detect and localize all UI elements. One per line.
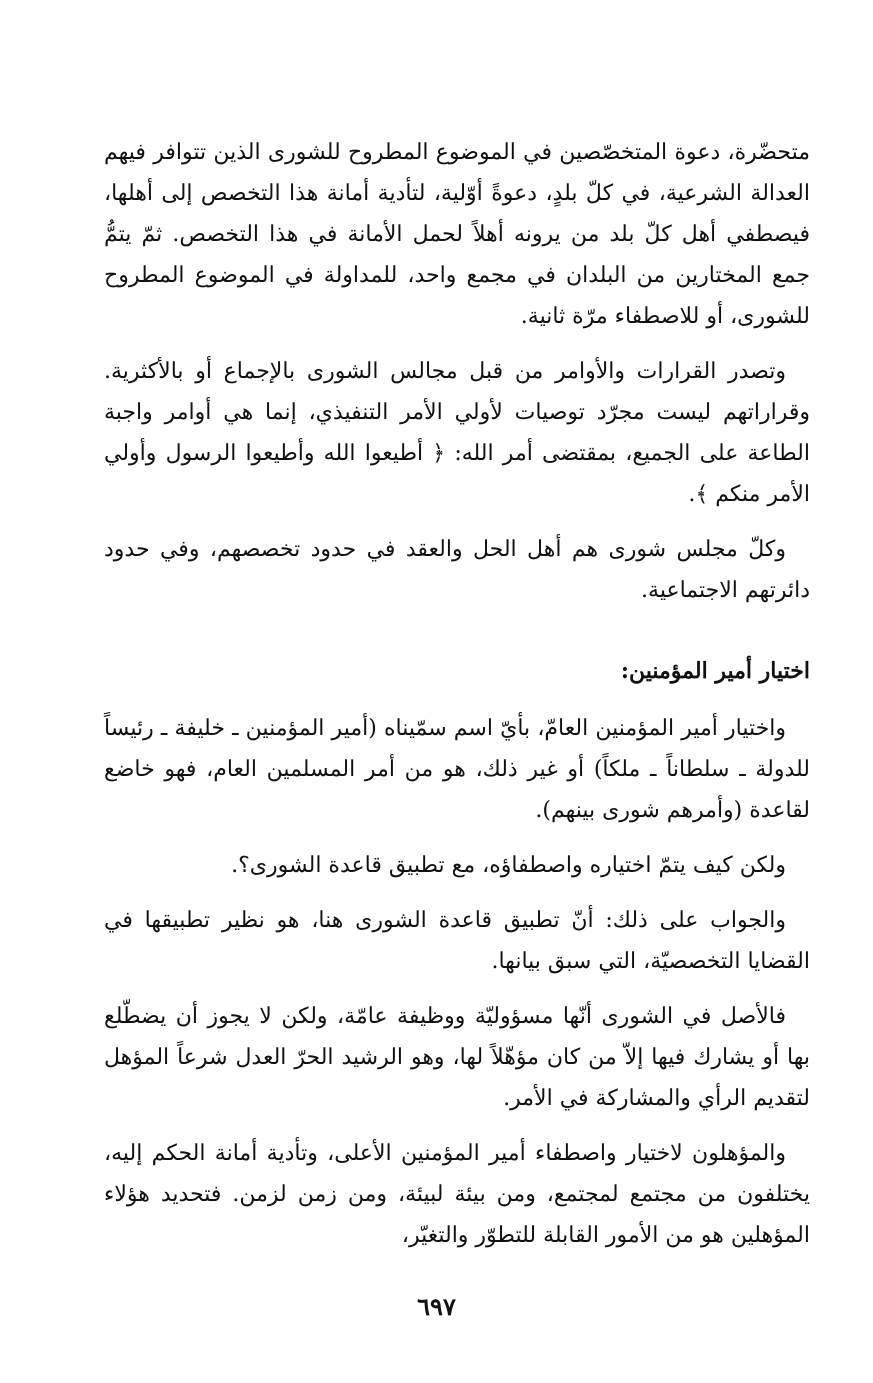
page-number: ٦٩٧	[417, 1292, 456, 1321]
paragraph-8: والمؤهلون لاختيار واصطفاء أمير المؤمنين الأعلى، وتأدية أمانة الحكم إليه، يختلفون من مجتمع لمجتمع، ومن بيئة لبيئة، ومن زمن لزمن. فتحديد هؤلاء المؤهلين هو من الأمور القابلة للتطوّر والتغيّر،	[104, 1141, 810, 1248]
paragraph-6: والجواب على ذلك: أنّ تطبيق قاعدة الشورى هنا، هو نظير تطبيقها في القضايا التخصصيّة، التي سبق بيانها.	[104, 908, 810, 974]
paragraph-5: ولكن كيف يتمّ اختياره واصطفاؤه، مع تطبيق قاعدة الشورى؟.	[231, 853, 786, 878]
paragraph-2: وتصدر القرارات والأوامر من قبل مجالس الشورى بالإجماع أو بالأكثرية. وقراراتهم ليست مجرّد توصيات لأولي الأمر التنفيذي، إنما هي أوامر واجبة الطاعة على الجميع، بمقتضى أمر الله: ﴿ أطيعوا الله وأطيعوا الرسول وأولي الأمر منكم ﴾.	[104, 359, 810, 507]
paragraph-3: وكلّ مجلس شورى هم أهل الحل والعقد في حدود تخصصهم، وفي حدود دائرتهم الاجتماعية.	[104, 537, 810, 603]
paragraph-7: فالأصل في الشورى أنّها مسؤوليّة ووظيفة عامّة، ولكن لا يجوز أن يضطّلع بها أو يشارك فيها إلاّ من كان مؤهّلاً لها، وهو الرشيد الحرّ العدل شرعاً المؤهل لتقديم الرأي والمشاركة في الأمر.	[104, 1004, 810, 1111]
page-body	[104, 132, 810, 1270]
section-heading: اختيار أمير المؤمنين:	[620, 658, 810, 684]
paragraph-4: واختيار أمير المؤمنين العامّ، بأيّ اسم سمّيناه (أمير المؤمنين ـ خليفة ـ رئيساً للدولة ـ سلطاناً ـ ملكاً) أو غير ذلك، هو من أمر المسلمين العام، فهو خاضع لقاعدة (وأمرهم شورى بينهم).	[104, 716, 810, 823]
paragraph-1: متحضّرة، دعوة المتخصّصين في الموضوع المطروح للشورى الذين تتوافر فيهم العدالة الشرعية، في كلّ بلدٍ، دعوةً أوّلية، لتأدية أمانة هذا التخصص إلى أهلها، فيصطفي أهل كلّ بلد من يرونه أهلاً لحمل الأمانة في هذا التخصص. ثمّ يتمُّ جمع المختارين من البلدان في مجمع واحد، للمداولة في الموضوع المطروح للشورى، أو للاصطفاء مرّة ثانية.	[104, 140, 810, 329]
